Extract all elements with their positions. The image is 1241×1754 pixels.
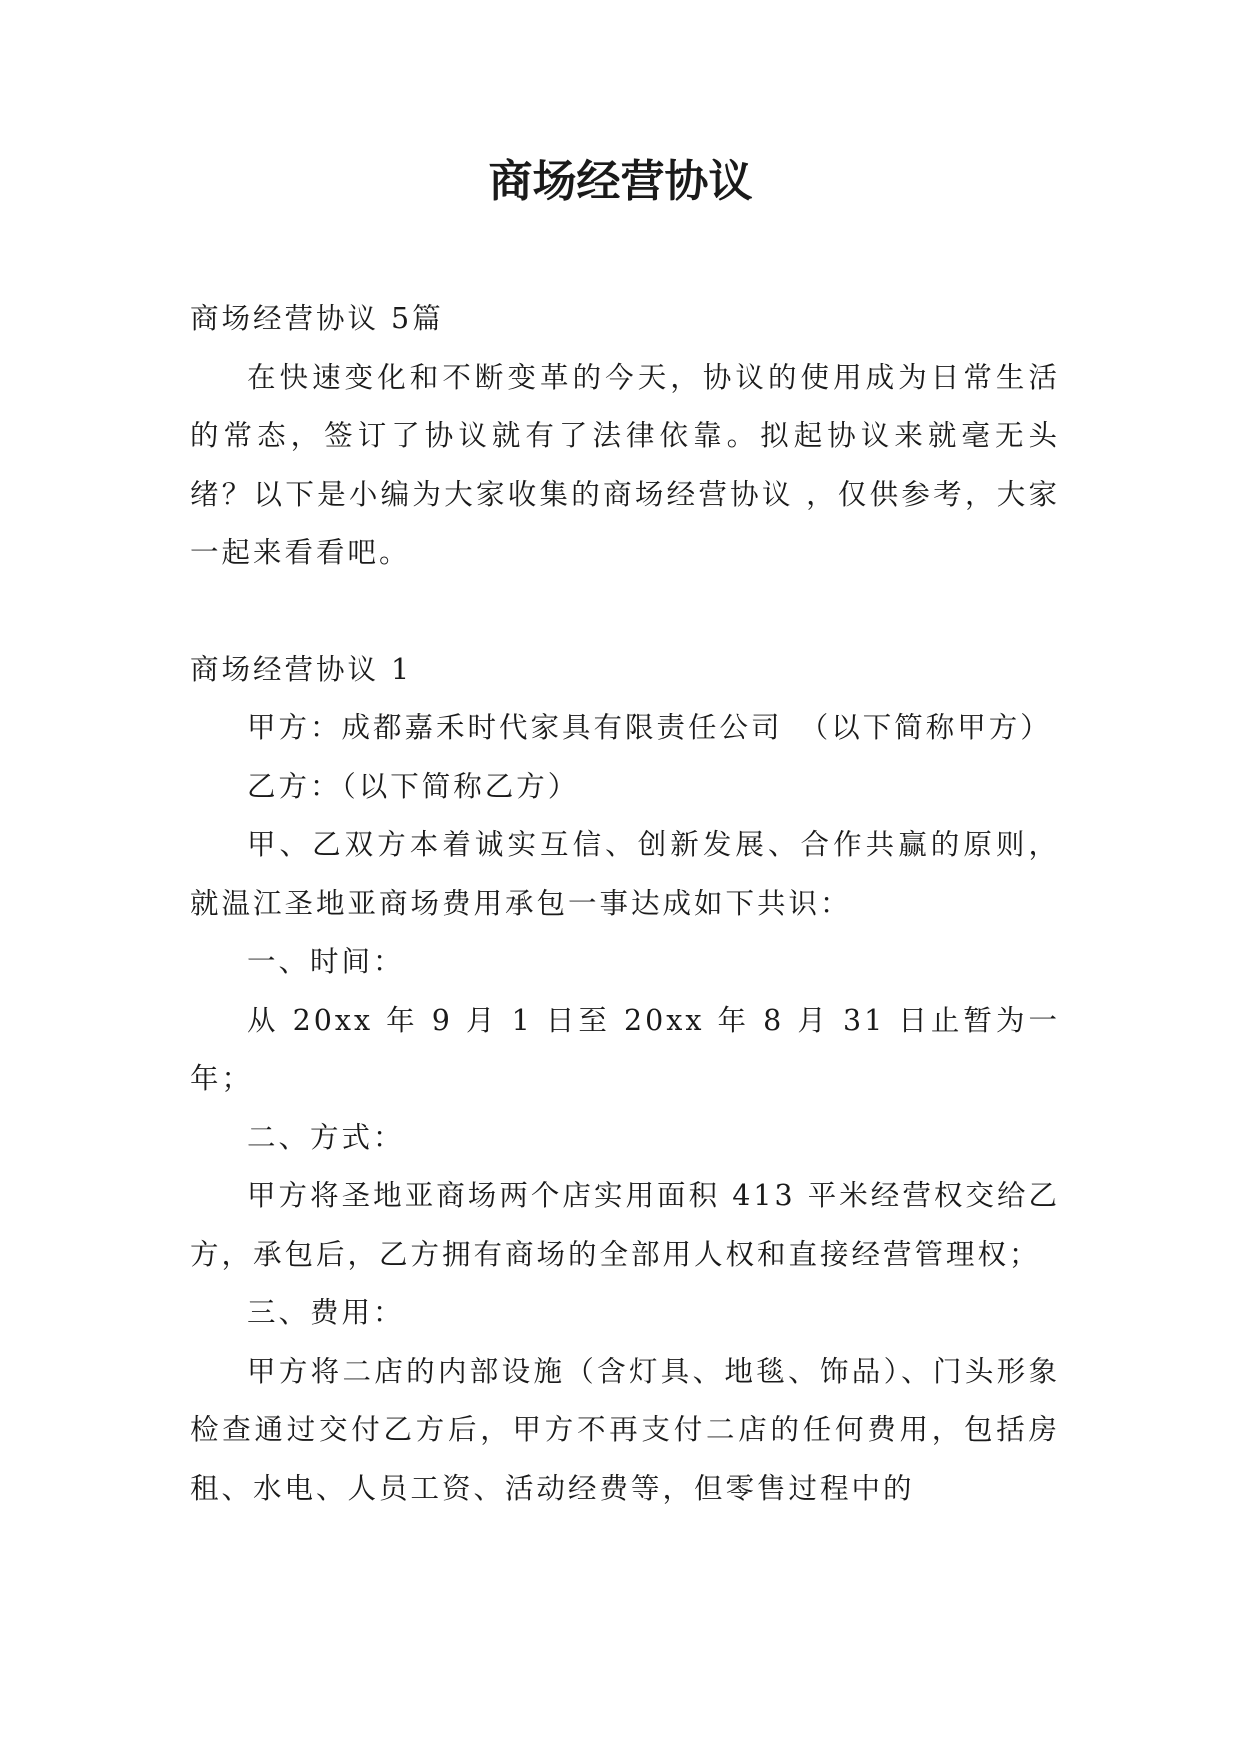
section-method-body: 甲方将圣地亚商场两个店实用面积 413 平米经营权交给乙方，承包后，乙方拥有商场的全部用人权和直接经营管理权； — [190, 1179, 1060, 1271]
document-title: 商场经营协议 — [488, 156, 753, 207]
heading-collection: 商场经营协议 5篇 — [190, 302, 444, 335]
preamble: 甲、乙双方本着诚实互信、创新发展、合作共赢的原则，就温江圣地亚商场费用承包一事达成如下共识： — [190, 828, 1060, 920]
heading-agreement-1: 商场经营协议 1 — [190, 652, 413, 686]
section-fees-body: 甲方将二店的内部设施（含灯具、地毯、饰品）、门头形象检查通过交付乙方后，甲方不再支付二店的任何费用，包括房租、水电、人员工资、活动经费等，但零售过程中的 — [190, 1354, 1060, 1505]
intro-paragraph: 在快速变化和不断变革的今天，协议的使用成为日常生活的常态，签订了协议就有了法律依靠。拟起协议来就毫无头绪？以下是小编为大家收集的商场经营协议 ，仅供参考，大家一起来看看吧。 — [190, 360, 1060, 569]
party-b: 乙方：（以下简称乙方） — [247, 769, 580, 803]
document-body — [190, 290, 1060, 1518]
section-fees-heading: 三、费用： — [247, 1296, 405, 1329]
party-a: 甲方：成都嘉禾时代家具有限责任公司 （以下简称甲方） — [247, 711, 1052, 744]
section-time-body: 从 20xx 年 9 月 1 日至 20xx 年 8 月 31 日止暂为一年； — [190, 1003, 1060, 1095]
section-method-heading: 二、方式： — [247, 1120, 405, 1154]
section-time-heading: 一、时间： — [247, 945, 405, 978]
